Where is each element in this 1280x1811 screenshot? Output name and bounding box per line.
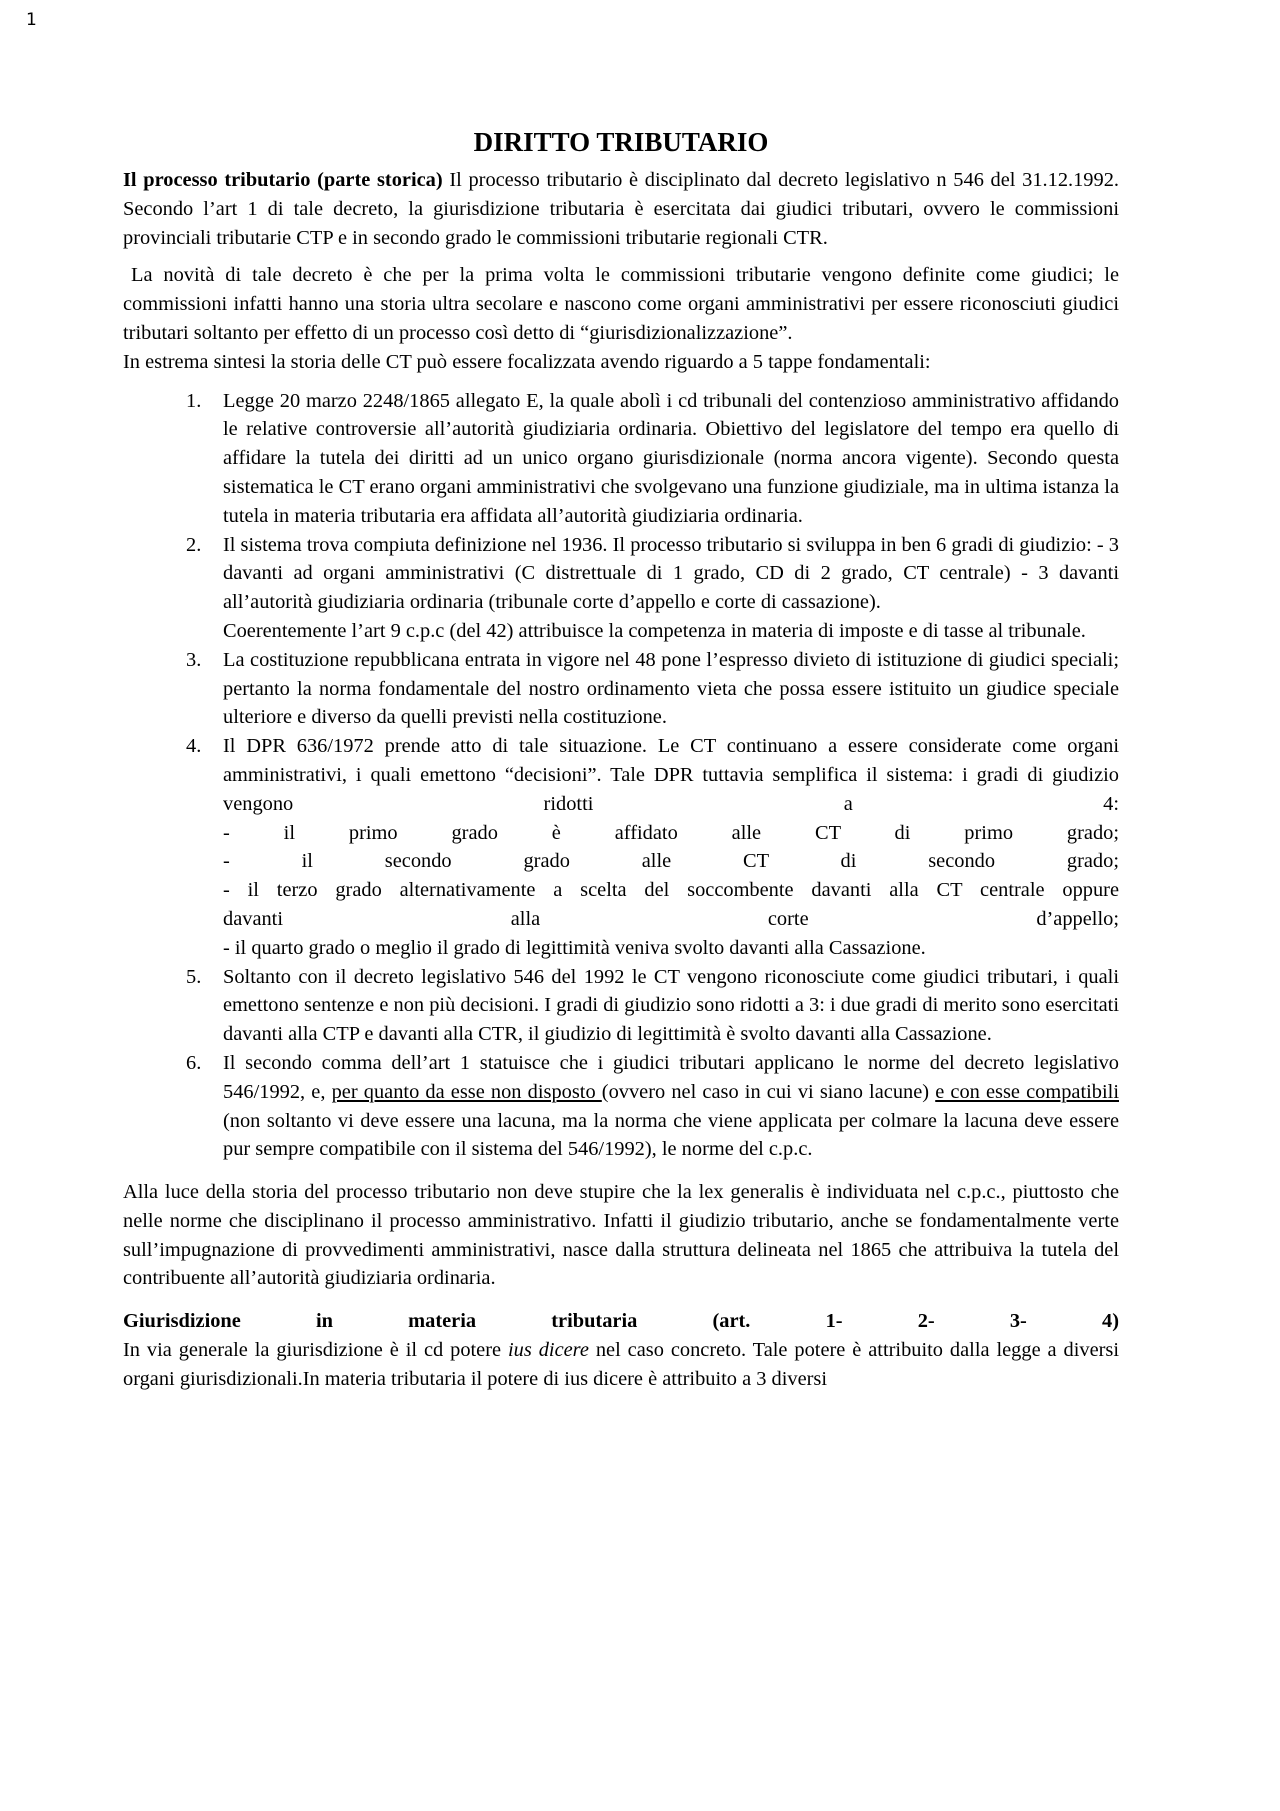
intro-heading: Il processo tributario (parte storica) (123, 169, 443, 191)
document-body (123, 118, 1119, 1394)
paragraph-summary: In estrema sintesi la storia delle CT può essere focalizzata avendo riguardo a 5 tappe fondamentali: (123, 350, 931, 373)
list-item (123, 531, 1119, 646)
underlined-phrase: e con esse compatibili (935, 1080, 1119, 1103)
sub-line-third-grade: - il terzo grado alternativamente a scelta del soccombente davanti alla CT centrale oppure (223, 879, 1119, 902)
list-item-number: 2. (186, 533, 202, 556)
list-item (123, 963, 1119, 1049)
list-item (123, 646, 1119, 732)
section-text: In via generale la giurisdizione è il cd potere (123, 1339, 508, 1362)
list-item-number: 5. (186, 965, 202, 988)
list-item-text: Il secondo comma dell’art 1 statuisce che i giudici tributari applicano le norme del decreto legislativo 546/1992, e, (223, 1051, 1119, 1103)
section-text: nel caso concreto. Tale potere è attribuito dalla legge a diversi organi giurisdizionali.In materia tributaria il potere di ius dicere è attribuito a 3 diversi (123, 1339, 1120, 1390)
list-item-number: 1. (186, 389, 202, 412)
list-item (123, 1049, 1119, 1164)
underlined-phrase: per quanto da esse non disposto (331, 1080, 602, 1103)
list-item-number: 4. (186, 735, 202, 758)
sub-line-first-grade: - il primo grado è affidato alle CT di primo grado; (223, 821, 1119, 844)
list-item (123, 387, 1119, 531)
intro-text: Il processo tributario è disciplinato dal decreto legislativo n 546 del 31.12.1992. Secondo l’art 1 di tale decreto, la giurisdizione tributaria è esercitata dai giudici tributari, ovvero le commissioni provinciali tributarie CTP e in secondo grado le commissioni tributarie regionali CTR. (123, 169, 1119, 249)
sub-line-third-grade-continued: davanti alla corte d’appello; (223, 907, 1119, 930)
list-item-number: 6. (186, 1051, 202, 1074)
list-item-text-continued: Coerentemente l’art 9 c.p.c (del 42) attribuisce la competenza in materia di imposte e di tasse al tribunale. (223, 619, 1086, 642)
intro-paragraph (123, 166, 1119, 252)
list-item-number: 3. (186, 648, 202, 671)
stages-list (123, 387, 1119, 1165)
list-item-text: La costituzione repubblicana entrata in vigore nel 48 pone l’espresso divieto di istituzione di giudici speciali; pertanto la norma fondamentale del nostro ordinamento vieta che possa essere istituito un giudice speciale ulteriore e diverso da quelli previsti nella costituzione. (223, 648, 1119, 729)
list-item-text: Il DPR 636/1972 prende atto di tale situazione. Le CT continuano a essere considerate come organi amministrativi, i quali emettono “decisioni”. Tale DPR tuttavia semplifica il sistema: i gradi di giudizio vengono ridotti a 4: (223, 735, 1119, 815)
section-heading: Giurisdizione in materia tributaria (art. 1- 2- 3- 4) (123, 1310, 1119, 1333)
document-title: DIRITTO TRIBUTARIO (473, 127, 769, 157)
italic-term: ius dicere (508, 1339, 589, 1362)
page-number: 1 (26, 10, 37, 30)
list-item (123, 732, 1119, 962)
list-item-text: (ovvero nel caso in cui vi siano lacune) (601, 1080, 936, 1103)
section-paragraph (123, 1336, 1119, 1394)
list-item-text: Legge 20 marzo 2248/1865 allegato E, la quale abolì i cd tribunali del contenzioso amministrativo affidando le relative controversie all’autorità giudiziaria ordinaria. Obiettivo del legislatore del tempo era quello di affidare la tutela dei diritti ad un unico organo giurisdizionale (norma ancora vigente). Secondo questa sistematica le CT erano organi amministrativi che svolgevano una funzione giudiziale, ma in ultima istanza la tutela in materia tributaria era affidata all’autorità giudiziaria ordinaria. (223, 389, 1119, 527)
sub-line-second-grade: - il secondo grado alle CT di secondo grado; (223, 850, 1119, 873)
list-item-text: Il sistema trova compiuta definizione nel 1936. Il processo tributario si sviluppa in ben 6 gradi di giudizio: - 3 davanti ad organi amministrativi (C distrettuale di 1 grado, CD di 2 grado, CT centrale) - 3 davanti all’autorità giudiziaria ordinaria (tribunale corte d’appello e corte di cassazione). (223, 533, 1119, 614)
paragraph-conclusion: Alla luce della storia del processo tributario non deve stupire che la lex generalis è individuata nel c.p.c., piuttosto che nelle norme che disciplinano il processo amministrativo. Infatti il giudizio tributario, anche se fondamentalmente verte sull’impugnazione di provvedimenti amministrativi, nasce dalla struttura delineata nel 1865 che attribuiva la tutela del contribuente all’autorità giudiziaria ordinaria. (123, 1181, 1119, 1290)
list-item-text: Soltanto con il decreto legislativo 546 del 1992 le CT vengono riconosciute come giudici tributari, i quali emettono sentenze e non più decisioni. I gradi di giudizio sono ridotti a 3: i due gradi di merito sono esercitati davanti alla CTP e davanti alla CTR, il giudizio di legittimità è svolto davanti alla Cassazione. (223, 965, 1119, 1046)
sub-line-fourth-grade: - il quarto grado o meglio il grado di legittimità veniva svolto davanti alla Cassazione. (223, 936, 926, 959)
paragraph-novelty: La novità di tale decreto è che per la prima volta le commissioni tributarie vengono definite come giudici; le commissioni infatti hanno una storia ultra secolare e nascono come organi amministrativi per essere riconosciuti giudici tributari soltanto per effetto di un processo così detto di “giurisdizionalizzazione”. (123, 264, 1119, 344)
list-item-text: (non soltanto vi deve essere una lacuna, ma la norma che viene applicata per colmare la lacuna deve essere pur sempre compatibile con il sistema del 546/1992), le norme del c.p.c. (223, 1109, 1119, 1161)
